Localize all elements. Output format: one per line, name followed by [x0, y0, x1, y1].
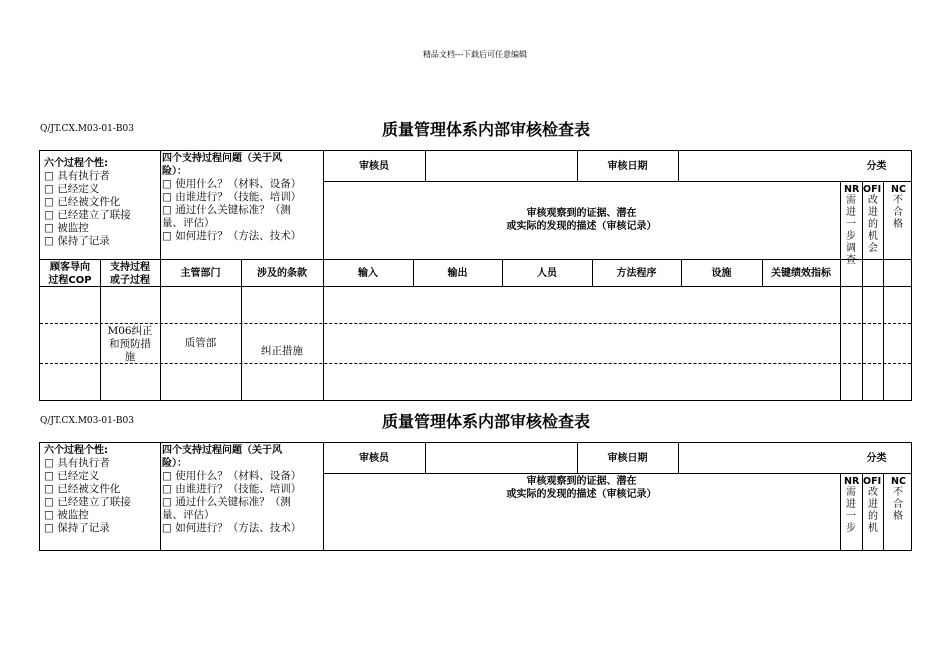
four-process-block	[162, 444, 301, 535]
column-cop: 顾客导向 过程COP	[48, 262, 92, 286]
row-clause: 纠正措施	[261, 345, 303, 357]
nc-text: 不合格	[893, 487, 903, 522]
column-kpi: 关键绩效指标	[771, 268, 831, 279]
page-title: 质量管理体系内部审核检查表	[382, 120, 591, 139]
auditor-label: 审核员	[359, 453, 389, 464]
four-process-item: □ 如何进行？（方法、技术）	[162, 230, 302, 242]
six-process-item: □ 已经被文件化	[44, 196, 121, 208]
six-process-heading: 六个过程个性:	[44, 445, 108, 456]
six-process-item: □ 具有执行者	[44, 457, 110, 469]
ofi-text: 改进的机	[868, 487, 878, 534]
six-process-item: □ 已经建立了联接	[44, 209, 131, 221]
column-input: 输入	[358, 268, 378, 279]
six-process-item: □ 已经定义	[44, 470, 100, 482]
classification-label: 分类	[866, 453, 887, 464]
nc-code: NC	[891, 184, 906, 195]
four-process-heading: 险）：	[162, 166, 187, 177]
auditor-label: 审核员	[359, 161, 389, 172]
four-process-item: □ 使用什么？（材料、设备）	[162, 470, 302, 482]
ofi-code: OFI	[863, 476, 882, 487]
ofi-text: 改进的机会	[868, 195, 878, 254]
four-process-item: 量、评估）	[162, 217, 215, 229]
four-process-item: □ 由谁进行？（技能、培训）	[162, 483, 302, 495]
column-person: 人员	[537, 268, 557, 279]
nc-text: 不合格	[893, 195, 903, 230]
evidence-description: 审核观察到的证据、潜在 或实际的发现的描述（审核记录）	[506, 208, 657, 232]
four-process-block	[162, 152, 301, 243]
column-method: 方法程序	[616, 268, 657, 279]
four-process-item: □ 通过什么关键标准？（测	[162, 204, 291, 216]
nc-code: NC	[891, 476, 906, 487]
four-process-heading: 险）：	[162, 458, 187, 469]
header-note: 精品文档---下载后可任意编辑	[422, 50, 528, 59]
six-process-item: □ 已经建立了联接	[44, 496, 131, 508]
column-clause: 涉及的条款	[257, 268, 307, 279]
evidence-description: 审核观察到的证据、潜在 或实际的发现的描述（审核记录）	[506, 476, 657, 500]
four-process-item: 量、评估）	[162, 509, 215, 521]
audit-date-label: 审核日期	[607, 161, 648, 172]
six-process-item: □ 被监控	[44, 222, 89, 234]
column-facility: 设施	[711, 268, 732, 279]
ofi-code: OFI	[863, 184, 882, 195]
four-process-item: □ 由谁进行？（技能、培训）	[162, 191, 302, 203]
nr-code: NR	[844, 476, 860, 487]
four-process-item: □ 如何进行？（方法、技术）	[162, 522, 302, 534]
six-process-item: □ 已经定义	[44, 183, 100, 195]
audit-date-label: 审核日期	[607, 453, 648, 464]
six-process-heading: 六个过程个性:	[44, 158, 108, 169]
classification-label: 分类	[866, 161, 887, 172]
six-process-item: □ 被监控	[44, 509, 89, 521]
six-process-item: □ 保持了记录	[44, 522, 110, 534]
four-process-heading: 四个支持过程问题（关于风	[162, 153, 282, 164]
nr-text: 需进一步调查	[846, 195, 856, 266]
column-dept: 主管部门	[180, 268, 221, 279]
six-process-item: □ 保持了记录	[44, 235, 110, 247]
four-process-item: □ 通过什么关键标准？（测	[162, 496, 291, 508]
six-process-block	[44, 444, 131, 535]
four-process-item: □ 使用什么？（材料、设备）	[162, 178, 302, 190]
six-process-item: □ 已经被文件化	[44, 483, 121, 495]
column-output: 输出	[447, 268, 468, 279]
doc-code: Q/JT.CX.M03-01-B03	[40, 416, 134, 426]
page-title: 质量管理体系内部审核检查表	[382, 412, 591, 431]
nr-text: 需进一步	[846, 487, 856, 534]
audit-checklist-table	[39, 150, 912, 401]
audit-checklist-table-2	[39, 442, 912, 551]
nr-code: NR	[844, 184, 860, 195]
doc-code: Q/JT.CX.M03-01-B03	[40, 124, 134, 134]
six-process-item: □ 具有执行者	[44, 170, 110, 182]
six-process-block	[44, 157, 131, 248]
row-subprocess: M06纠正 和预防措 施	[107, 325, 153, 363]
column-subprocess: 支持过程 或子过程	[110, 262, 150, 286]
four-process-heading: 四个支持过程问题（关于风	[162, 445, 282, 456]
row-dept: 质管部	[184, 337, 217, 349]
